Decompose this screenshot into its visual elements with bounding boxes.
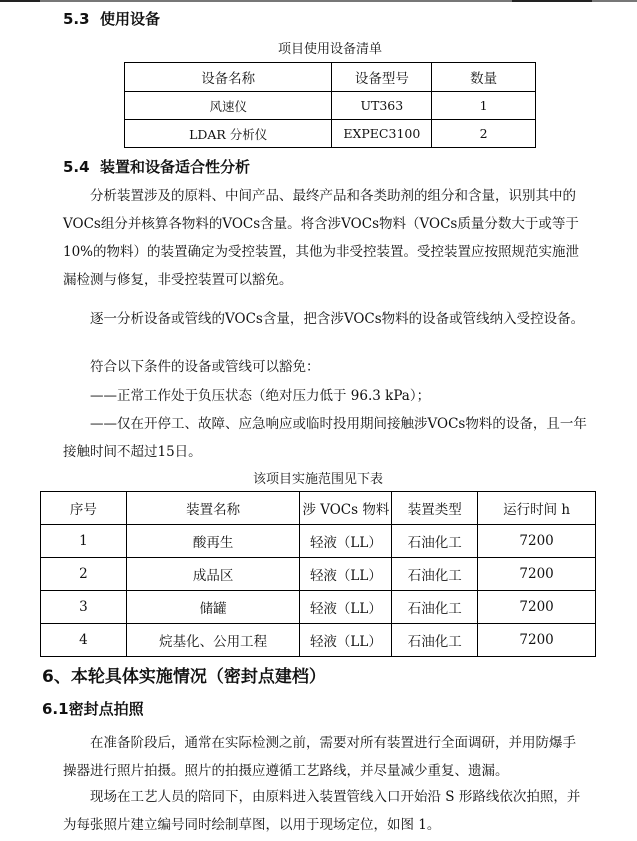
table-row <box>125 92 536 120</box>
table-cell: 轻液（LL） <box>300 591 392 624</box>
table-cell: 7200 <box>478 558 596 591</box>
section-title: 使用设备 <box>100 10 161 28</box>
table-row <box>41 525 596 558</box>
table-row <box>41 558 596 591</box>
paragraph: 在准备阶段后，通常在实际检测之前，需要对所有装置进行全面调研，并用防爆手操器进行照片拍摄。照片的拍摄应遵循工艺路线，并尽量减少重复、遗漏。 <box>63 735 576 779</box>
table-cell: 石油化工 <box>392 624 478 657</box>
table-cell: 石油化工 <box>392 591 478 624</box>
header-cell: 序号 <box>41 492 127 525</box>
paragraph: 分析装置涉及的原料、中间产品、最终产品和各类助剂的组分和含量，识别其中的VOCs组分并核算各物料的VOCs含量。将含涉VOCs物料（VOCs质量分数大于或等于10%的物料）的装置确定为受控装置，其他为非受控装置。受控装置应按照规范实施泄漏检测与修复，非受控装置可以豁免。 <box>63 188 580 288</box>
paragraph: 符合以下条件的设备或管线可以豁免： <box>90 359 320 375</box>
paragraph: ——仅在开停工、故障、应急响应或临时投用期间接触涉VOCs物料的设备，且一年接触时间不超过15日。 <box>63 416 587 460</box>
table-header-row <box>41 492 596 525</box>
header-cell: 数量 <box>432 63 536 92</box>
table-cell: 石油化工 <box>392 558 478 591</box>
table-row <box>125 120 536 148</box>
table-cell: EXPEC3100 <box>332 120 432 148</box>
table2-caption: 该项目实施范围见下表 <box>252 472 383 487</box>
table-cell: 轻液（LL） <box>300 525 392 558</box>
table-header-row <box>125 63 536 92</box>
table-row <box>41 591 596 624</box>
table-cell: 7200 <box>478 624 596 657</box>
table-cell: 轻液（LL） <box>300 624 392 657</box>
table-cell: 1 <box>432 92 536 120</box>
table-cell: 轻液（LL） <box>300 558 392 591</box>
header-rule <box>0 0 637 2</box>
table-cell: 7200 <box>478 525 596 558</box>
table-cell: 烷基化、公用工程 <box>126 624 300 657</box>
paragraph: ——正常工作处于负压状态（绝对压力低于 96.3 kPa）； <box>90 388 431 404</box>
table-cell: 3 <box>41 591 127 624</box>
table-cell: 储罐 <box>126 591 300 624</box>
table-cell: 风速仪 <box>125 92 332 120</box>
paragraph: 逐一分析设备或管线的VOCs含量，把含涉VOCs物料的设备或管线纳入受控设备。 <box>90 311 585 327</box>
table-cell: 4 <box>41 624 127 657</box>
table-cell: 1 <box>41 525 127 558</box>
section-title: 装置和设备适合性分析 <box>100 158 251 176</box>
table-cell: 7200 <box>478 591 596 624</box>
scope-table <box>40 491 596 657</box>
table-cell: 2 <box>432 120 536 148</box>
header-cell: 运行时间 h <box>478 492 596 525</box>
section-6-heading: 6、本轮具体实施情况（密封点建档） <box>42 667 326 687</box>
section-5-3-heading <box>63 8 160 29</box>
table-cell: 2 <box>41 558 127 591</box>
section-6-1-heading: 6.1密封点拍照 <box>42 700 144 718</box>
header-cell: 设备名称 <box>125 63 332 92</box>
header-cell: 涉 VOCs 物料 <box>300 492 392 525</box>
equipment-table <box>124 62 536 148</box>
section-number: 5.3 <box>63 10 90 28</box>
paragraph: 现场在工艺人员的陪同下，由原料进入装置管线入口开始沿 S 形路线依次拍照，并为每张照片建立编号同时绘制草图，以用于现场定位，如图 1。 <box>63 789 581 833</box>
header-cell: 装置名称 <box>126 492 300 525</box>
section-5-4-heading <box>63 156 250 177</box>
table-cell: 石油化工 <box>392 525 478 558</box>
table-row <box>41 624 596 657</box>
table-cell: 酸再生 <box>126 525 300 558</box>
table-cell: 成品区 <box>126 558 300 591</box>
section-number: 5.4 <box>63 158 90 176</box>
table1-caption: 项目使用设备清单 <box>277 42 382 57</box>
header-cell: 装置类型 <box>392 492 478 525</box>
table-cell: LDAR 分析仪 <box>125 120 332 148</box>
header-cell: 设备型号 <box>332 63 432 92</box>
table-cell: UT363 <box>332 92 432 120</box>
